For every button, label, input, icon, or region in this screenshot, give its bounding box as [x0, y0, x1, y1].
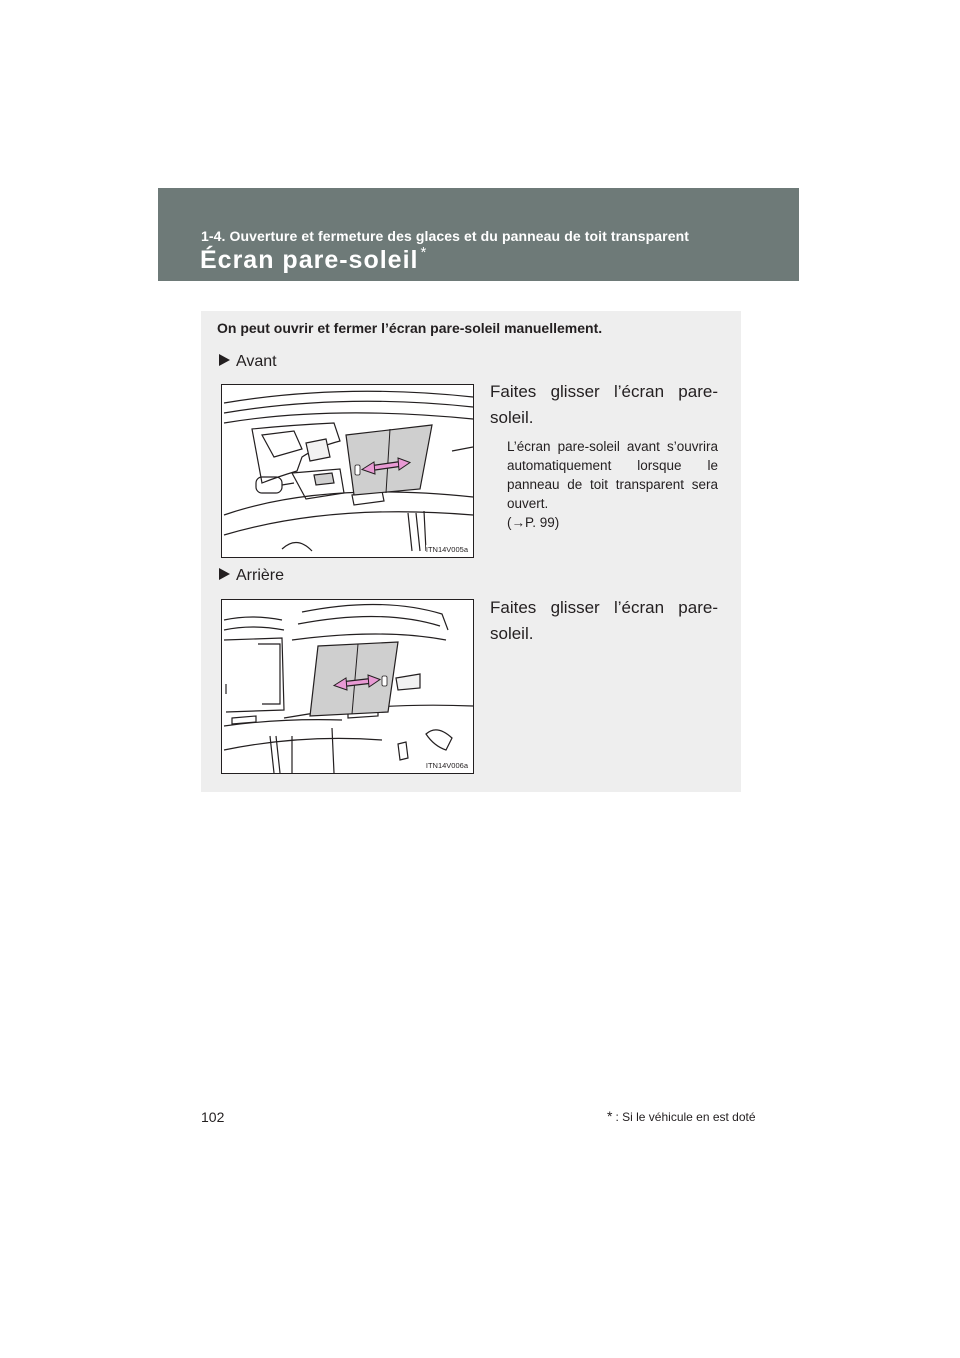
figure-code-rear: ITN14V006a — [425, 761, 468, 770]
figure-front-sunshade — [221, 384, 474, 558]
rear-sunshade-illustration — [222, 600, 473, 773]
section-label: 1-4. Ouverture et fermeture des glaces et du panneau de toit transparent — [201, 228, 689, 244]
reference-front: (→P. 99) — [507, 515, 560, 530]
figure-code-front: ITN14V005a — [425, 545, 468, 554]
subhead-rear — [219, 567, 284, 585]
triangle-bullet-icon — [219, 354, 230, 366]
intro-text: On peut ouvrir et fermer l’écran pare-soleil manuellement. — [217, 320, 603, 336]
subhead-front-label: Avant — [236, 353, 277, 370]
subhead-front — [219, 353, 277, 371]
subhead-rear-label: Arrière — [236, 567, 285, 584]
note-front: L’écran pare-soleil avant s’ouvrira automatiquement lorsque le panneau de toit transparent sera ouvert. — [507, 439, 718, 511]
instruction-front: Faites glisser l’écran pare-soleil. — [490, 382, 718, 427]
page-title-text: Écran pare-soleil — [200, 246, 419, 274]
title-asterisk: * — [420, 244, 428, 261]
footnote-asterisk: * — [607, 1108, 613, 1124]
figure-rear-sunshade — [221, 599, 474, 774]
footnote-text: : Si le véhicule en est doté — [615, 1110, 756, 1124]
page-number: 102 — [201, 1109, 225, 1125]
front-sunshade-illustration — [222, 385, 473, 557]
triangle-bullet-icon — [219, 568, 230, 580]
header-band — [158, 188, 799, 281]
content-box — [201, 311, 741, 792]
footnote — [607, 1108, 756, 1124]
page-title — [200, 246, 427, 275]
instruction-rear: Faites glisser l’écran pare-soleil. — [490, 598, 718, 643]
